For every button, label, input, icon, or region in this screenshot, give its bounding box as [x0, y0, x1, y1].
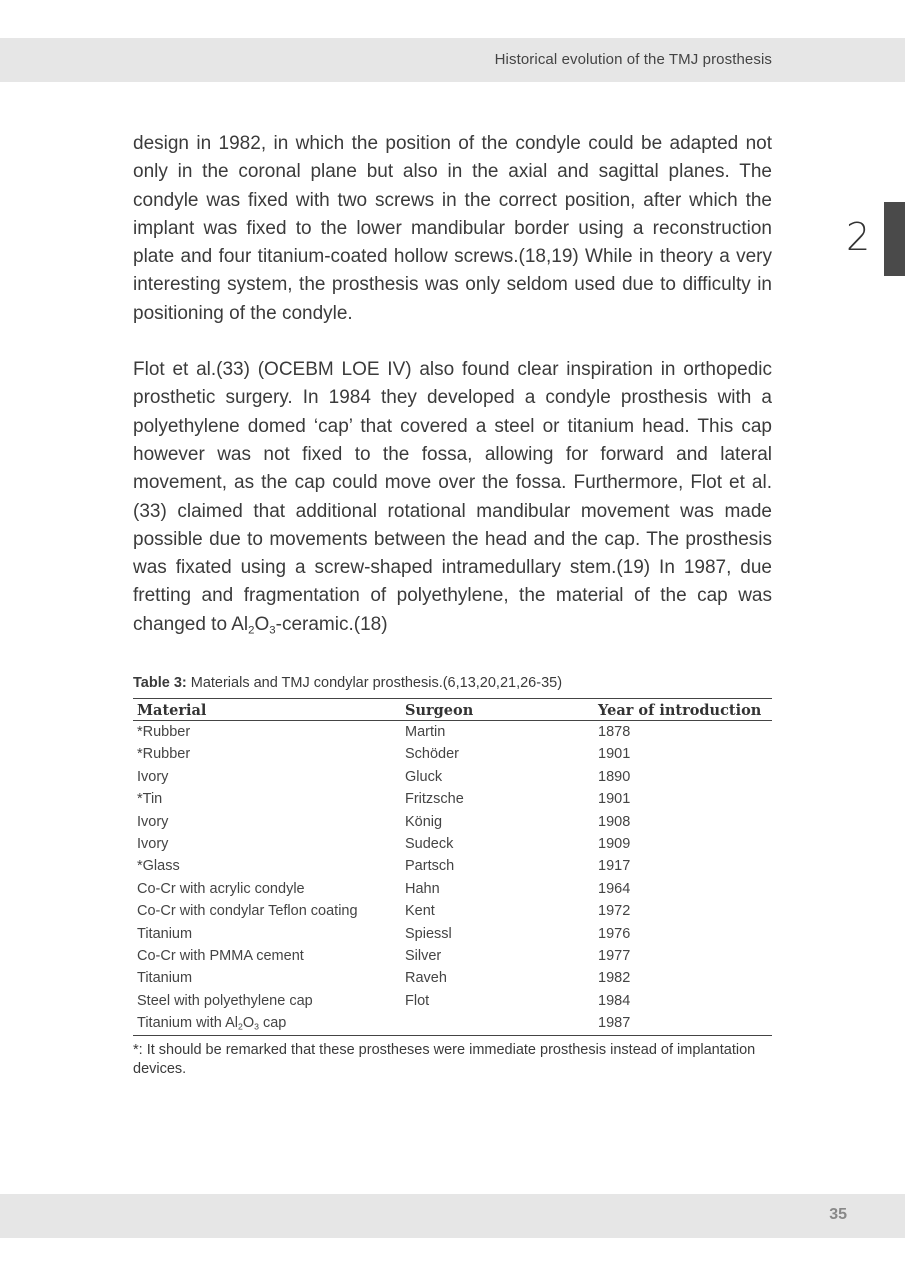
- cell-year: 1984: [598, 992, 631, 1009]
- cell-year: 1878: [598, 724, 631, 740]
- cell-surgeon: Silver: [405, 948, 442, 965]
- cell-year: 1901: [598, 746, 631, 763]
- cell-material: [133, 1012, 401, 1035]
- cell-year: 1977: [598, 948, 631, 965]
- cell-surgeon: Raveh: [405, 970, 447, 987]
- table-block: [133, 675, 772, 1079]
- materials-table: [133, 698, 772, 1036]
- table-row: [133, 855, 772, 877]
- table-row: [133, 721, 772, 744]
- cell-surgeon: König: [405, 813, 443, 830]
- cell-year: 1982: [598, 970, 631, 987]
- subscript: 3: [254, 1021, 259, 1032]
- cell-surgeon: Gluck: [405, 768, 443, 785]
- cell-material: Co-Cr with condylar Teflon coating: [137, 903, 358, 920]
- cell-surgeon: Fritzsche: [405, 791, 464, 808]
- paragraph-2-text: Flot et al.(33) (OCEBM LOE IV) also found clear inspiration in orthopedic prosthetic surgery. In 1984 they developed a condyle prosthesis with a polyethylene domed ‘cap’ that covered a steel or titanium head. This cap however was not fixed to the fossa, allowing for forward and lateral movement, as the cap could move over the fossa. Furthermore, Flot et al.(33) claimed that additional rotational mandibular movement was made possible due to movements between the head and the cap. The prosthesis was fixated using a screw-shaped intramedullary stem.(19) In 1987, due fretting and fragmentation of polyethylene, the material of the cap was changed to Al: [133, 359, 772, 635]
- page-number: 35: [829, 1206, 847, 1223]
- subscript: 3: [269, 624, 276, 637]
- table-header-row: [133, 699, 772, 721]
- cell-year: 1890: [598, 768, 631, 785]
- table-row: [133, 766, 772, 788]
- subscript: 2: [248, 624, 255, 637]
- cell-surgeon: Kent: [405, 903, 435, 920]
- table-row: [133, 878, 772, 900]
- cell-material: *Rubber: [137, 746, 191, 763]
- cell-surgeon: Spiessl: [405, 925, 452, 942]
- cell-year: 1964: [598, 880, 631, 897]
- cell-year: 1987: [598, 1015, 631, 1032]
- table-row: [133, 833, 772, 855]
- formula-part: O: [254, 613, 270, 635]
- cell-surgeon: Partsch: [405, 858, 455, 875]
- cell-material: Ivory: [137, 768, 169, 785]
- running-head: Historical evolution of the TMJ prosthesis: [494, 51, 772, 68]
- cell-surgeon: Schöder: [405, 746, 460, 763]
- table-caption-label: Table 3:: [133, 675, 187, 691]
- paragraph-1: design in 1982, in which the position of the condyle could be adapted not only in the coronal plane but also in the axial and sagittal planes. The condyle was fixed with two screws in the correct position, after which the implant was fixed to the lower mandibular border using a reconstruction plate and four titanium-coated hollow screws.(18,19) While in theory a very interesting system, the prosthesis was only seldom used due to difficulty in positioning of the condyle.: [133, 133, 772, 324]
- cell-material: Titanium: [137, 970, 193, 987]
- cell-surgeon: Sudeck: [405, 836, 454, 853]
- cell-material-end: cap: [258, 1015, 287, 1032]
- cell-material: Ivory: [137, 836, 169, 853]
- table-row: [133, 900, 772, 922]
- body-text: [133, 130, 772, 639]
- cell-material: Steel with polyethylene cap: [137, 992, 313, 1009]
- header-material: Material: [133, 699, 401, 721]
- cell-material-text: Titanium with Al: [137, 1015, 238, 1032]
- cell-year: 1976: [598, 925, 631, 942]
- cell-material: *Tin: [137, 791, 163, 808]
- table-row: [133, 945, 772, 967]
- header-year: Year of introduction: [594, 699, 772, 721]
- table-footnote: *: It should be remarked that these prostheses were immediate prosthesis instead of implantation devices.: [133, 1041, 756, 1077]
- formula-part: O: [242, 1015, 255, 1032]
- cell-surgeon: Hahn: [405, 880, 440, 897]
- cell-material: *Rubber: [137, 724, 191, 740]
- footer-band: [0, 1194, 905, 1238]
- table-row: [133, 923, 772, 945]
- table-row: [133, 990, 772, 1012]
- table-row: [133, 788, 772, 810]
- cell-material: Co-Cr with acrylic condyle: [137, 880, 305, 897]
- cell-surgeon: [401, 1012, 594, 1035]
- subscript: 2: [238, 1021, 243, 1032]
- cell-year: 1901: [598, 791, 631, 808]
- cell-material: Co-Cr with PMMA cement: [137, 948, 304, 965]
- paragraph-2-end: -ceramic.(18): [275, 613, 388, 635]
- chapter-number: 2: [846, 215, 871, 259]
- cell-surgeon: Martin: [405, 724, 446, 740]
- chapter-tab-marker: [884, 202, 905, 276]
- cell-year: 1909: [598, 836, 631, 853]
- table-row: [133, 1012, 772, 1035]
- cell-material: Titanium: [137, 925, 193, 942]
- header-surgeon: Surgeon: [401, 699, 594, 721]
- header-band: [0, 38, 905, 82]
- cell-year: 1917: [598, 858, 631, 875]
- paragraph-2: [133, 356, 772, 639]
- cell-year: 1908: [598, 813, 631, 830]
- cell-material: *Glass: [137, 858, 180, 875]
- table-caption: [133, 675, 772, 691]
- cell-surgeon: Flot: [405, 992, 430, 1009]
- table-row: [133, 743, 772, 765]
- table-row: [133, 811, 772, 833]
- table-caption-text: Materials and TMJ condylar prosthesis.(6,13,20,21,26-35): [186, 675, 563, 691]
- table-row: [133, 967, 772, 989]
- cell-material: Ivory: [137, 813, 169, 830]
- cell-year: 1972: [598, 903, 631, 920]
